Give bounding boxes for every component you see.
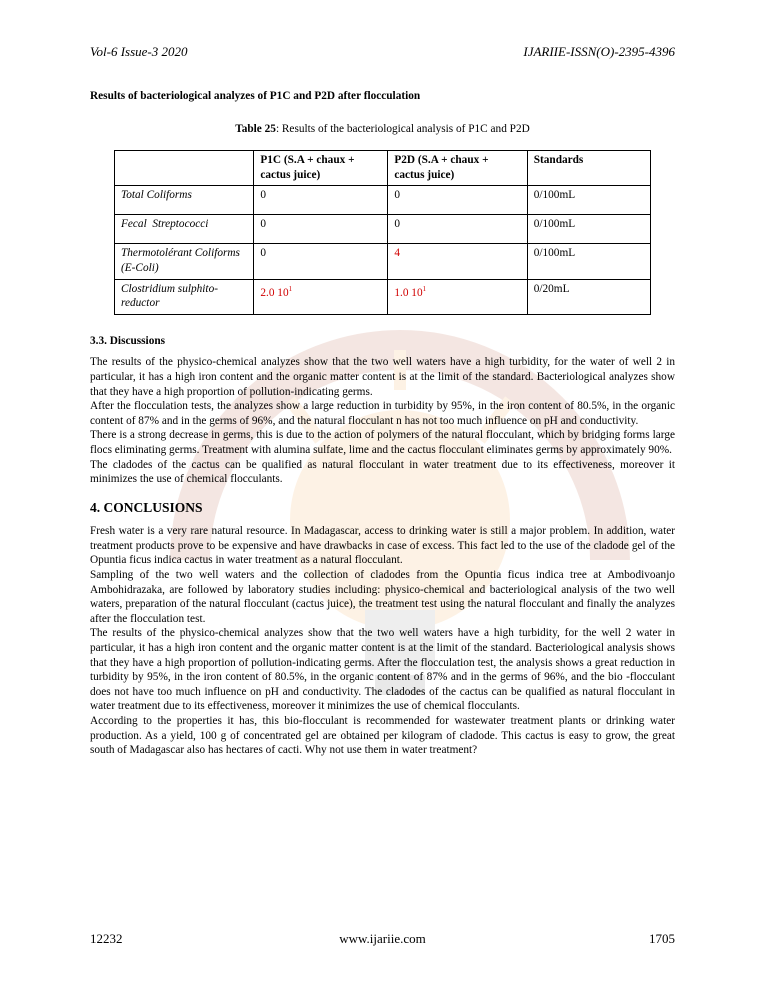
table-row [115,244,651,279]
cell-value: 1.0 10 [394,286,423,299]
footer-page-number: 1705 [649,931,675,946]
table-header-row [115,151,651,186]
running-header-issn: IJARIIE-ISSN(O)-2395-4396 [523,44,675,59]
table-cell-highlight: 4 [388,244,527,279]
conclusions-heading: 4. CONCLUSIONS [90,499,203,515]
table-cell: 0 [388,215,527,244]
conclusions-paragraph: Fresh water is a very rare natural resource. In Madagascar, access to drinking water is still a major problem. In addition, water treatment products prove to be expensive and have drawbacks in case of excess. This fact led to the use of the cladode gel of the Opuntia ficus indica cactus in water treatment as a natural flocculant. [90,525,675,567]
footer-website-link[interactable]: www.ijariie.com [339,931,426,946]
table-caption-text: : Results of the bacteriological analysis of P1C and P2D [275,122,530,135]
row-label: Fecal Streptococci [115,215,254,244]
table-cell: 0 [254,244,388,279]
table-row [115,186,651,215]
row-label: Clostridium sulphito-reductor [115,279,254,314]
row-label: Total Coliforms [115,186,254,215]
table-row [115,279,651,314]
results-table [114,150,651,315]
table-cell: 0/100mL [527,215,650,244]
conclusions-paragraph: The results of the physico-chemical analyzes show that the two well waters have a high turbidity, for the well 2 water in particular, it has a high iron content and the organic matter content is at the limit of the standard. Bacteriological analysis shows that they have a high proportion of pollution-indicating germs. After the flocculation test, the analysis shows a great reduction in turbidity by 95%, in the iron content of 80.5%, in the organic content of 87% and in the germs of 96%, and the bio -flocculant does not have too much influence on pH and conductivity. The cladodes of the cactus can be qualified as natural flocculant in water treatment due to its effectiveness, moreover it minimizes the use of chemical flocculants. [90,627,675,713]
discussion-heading: 3.3. Discussions [90,334,166,347]
row-label: Thermotolérant Coliforms (E-Coli) [115,244,254,279]
table-caption-label: Table 25 [235,122,276,135]
cell-value: 2.0 10 [260,286,289,299]
table-row [115,215,651,244]
table-header-cell: P1C (S.A + chaux + cactus juice) [254,151,388,186]
page-content [90,89,675,758]
table-cell: 0 [254,186,388,215]
table-header-cell: Standards [527,151,650,186]
table-header-cell: P2D (S.A + chaux + cactus juice) [388,151,527,186]
cell-exponent: 1 [288,284,293,293]
table-cell-highlight [254,279,388,314]
cell-exponent: 1 [422,284,427,293]
table-cell: 0/100mL [527,244,650,279]
table-cell: 0 [388,186,527,215]
table-header-cell [115,151,254,186]
running-header-volume: Vol-6 Issue-3 2020 [90,44,188,59]
table-cell-highlight [388,279,527,314]
table-cell: 0/100mL [527,186,650,215]
conclusions-paragraph: Sampling of the two well waters and the collection of cladodes from the Opuntia ficus indica tree at Ambodivoanjo Ambohidrazaka, are followed by laboratory studies including: physico-chemical and bacteriological analysis of the two well waters, preparation of the natural flocculant (cactus juice), the treatment test using the natural flocculant and finally the analyzes after the flocculation test. [90,569,675,625]
section-title: Results of bacteriological analyzes of P1C and P2D after flocculation [90,90,421,102]
discussion-paragraph: There is a strong decrease in germs, this is due to the action of polymers of the natural flocculant, which by bridging forms large flocs eliminating germs. Treatment with alumina sulfate, lime and the cactus flocculant eliminates germs by approximately 90%. [90,429,675,456]
table-cell: 0 [254,215,388,244]
conclusions-paragraph: According to the properties it has, this bio-flocculant is recommended for wastewater treatment plants or drinking water production. As a yield, 100 g of concentrated gel are obtained per kilogram of cladode. This cactus is easy to grow, the great south of Madagascar also has hectares of cacti. Why not use them in water treatment? [90,715,675,757]
table-cell: 0/20mL [527,279,650,314]
table-caption [90,122,675,137]
discussion-paragraph: The cladodes of the cactus can be qualified as natural flocculant in water treatment due to its effectiveness, moreover it minimizes the use of chemical flocculants. [90,458,675,486]
discussion-paragraph: After the flocculation tests, the analyzes show a large reduction in turbidity by 95%, in the iron content of 80.5%, in the organic content of 87% and in the germs of 96%, and the natural flocculant n has not too much influence on pH and conductivity. [90,400,675,427]
footer-paper-id: 12232 [90,931,123,946]
discussion-paragraph: The results of the physico-chemical analyzes show that the two well waters have a high turbidity, for the water of well 2 in particular, it has a high iron content and the organic matter content is at the limit of the standard. Bacteriological analyzes show that they have a high proportion of pollution-indicating germs. [90,356,675,398]
